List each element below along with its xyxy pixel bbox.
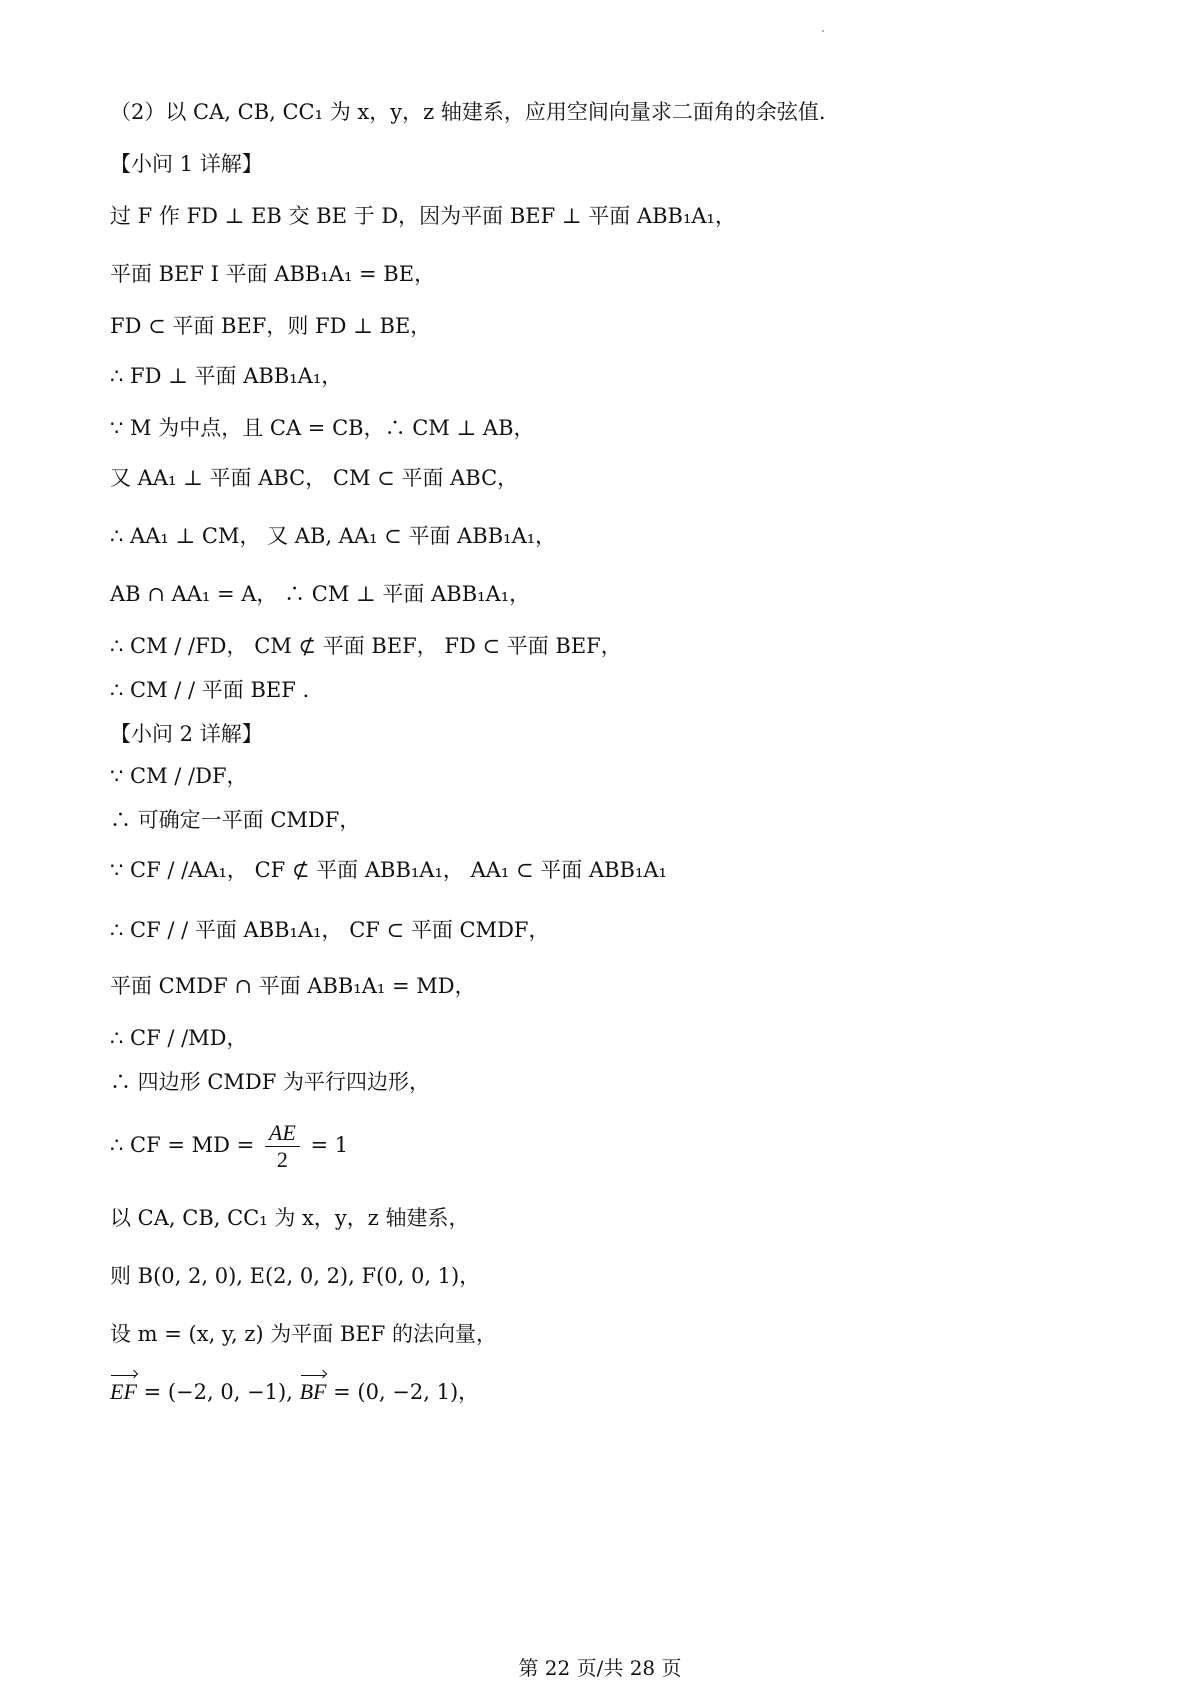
text-line: 设 m = (x, y, z) 为平面 BEF 的法向量， [110,1322,497,1346]
vector-equation [110,1378,479,1406]
fraction-numerator: AE [265,1120,300,1147]
fraction-equation [110,1118,348,1173]
section-heading: 【小问 1 详解】 [110,152,263,176]
text-line: 过 F 作 FD ⊥ EB 交 BE 于 D，因为平面 BEF ⊥ 平面 ABB₁A₁， [110,204,736,228]
section-heading: 【小问 2 详解】 [110,722,263,746]
vector-bf-value: = (0, −2, 1)， [326,1380,480,1404]
equation-suffix: = 1 [303,1133,349,1157]
text-line: AB ∩ AA₁ = A， ∴ CM ⊥ 平面 ABB₁A₁， [110,582,531,606]
text-line: ∴ CM / / 平面 BEF . [110,678,310,702]
text-line: ∴ CF / / 平面 ABB₁A₁， CF ⊂ 平面 CMDF， [110,918,550,942]
text-line: ∴ 可确定一平面 CMDF， [110,808,361,832]
vector-ef-value: = (−2, 0, −1), [136,1380,300,1404]
page-footer: 第 22 页/共 28 页 [518,1656,682,1680]
text-line: ∴ 四边形 CMDF 为平行四边形， [110,1070,431,1094]
text-line: ∴ CM / /FD， CM ⊄ 平面 BEF， FD ⊂ 平面 BEF， [110,634,622,658]
equation-prefix: ∴ CF = MD = [110,1133,261,1157]
text-line: ∴ FD ⊥ 平面 ABB₁A₁， [110,364,343,388]
text-line: ∵ M 为中点，且 CA = CB，∴ CM ⊥ AB， [110,416,535,440]
fraction [265,1120,300,1173]
text-line: ∴ AA₁ ⊥ CM， 又 AB, AA₁ ⊂ 平面 ABB₁A₁， [110,524,557,548]
vector-ef: EF [110,1379,137,1404]
vector-bf: BF [299,1379,327,1404]
fraction-denominator: 2 [276,1147,288,1172]
text-line: ∵ CF / /AA₁， CF ⊄ 平面 ABB₁A₁， AA₁ ⊂ 平面 ABB₁A₁ [110,858,667,882]
text-line: ∵ CM / /DF， [110,764,248,788]
text-line: 以 CA, CB, CC₁ 为 x，y，z 轴建系， [110,1206,470,1230]
text-line: 平面 CMDF ∩ 平面 ABB₁A₁ = MD， [110,974,476,998]
text-line: 则 B(0, 2, 0), E(2, 0, 2), F(0, 0, 1)， [110,1264,481,1288]
text-line: ∴ CF / /MD， [110,1026,248,1050]
text-line: （2）以 CA, CB, CC₁ 为 x，y，z 轴建系，应用空间向量求二面角的余弦值. [110,100,826,124]
text-line: FD ⊂ 平面 BEF，则 FD ⊥ BE， [110,314,432,338]
text-line: 平面 BEF I 平面 ABB₁A₁ = BE， [110,262,436,286]
page-dot [822,30,824,32]
text-line: 又 AA₁ ⊥ 平面 ABC， CM ⊂ 平面 ABC， [110,466,519,490]
